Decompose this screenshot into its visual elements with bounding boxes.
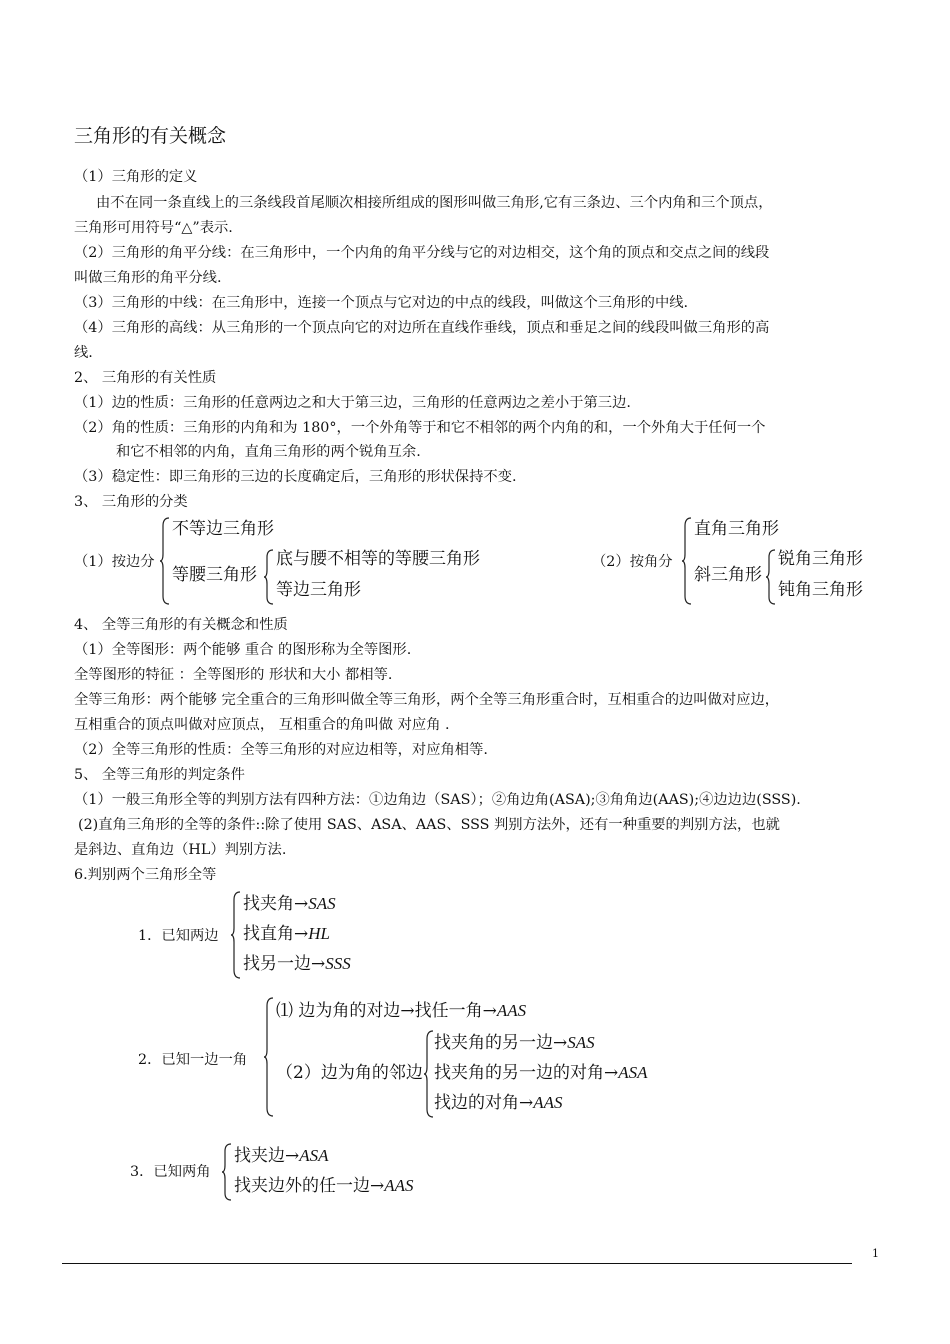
by-angle-brace <box>682 516 694 606</box>
right-triangle-label: 直角三角形 <box>694 519 779 539</box>
side-property-text: （1）边的性质：三角形的任意两边之和大于第三边，三角形的任意两边之差小于第三边. <box>74 395 631 411</box>
case1-row3: 找另一边→SSS <box>243 954 351 974</box>
case3-row2: 找夹边外的任一边→AAS <box>234 1176 414 1196</box>
angle-bisector-text-cont: 叫做三角形的角平分线. <box>74 270 222 286</box>
case3-label: 3．已知两角 <box>130 1164 211 1180</box>
equilateral-triangle-label: 等边三角形 <box>276 580 361 600</box>
case2-row1: ⑴ 边为角的对边→找任一角→AAS <box>276 1001 527 1021</box>
case3-brace <box>222 1142 234 1202</box>
footer-rule <box>62 1263 852 1264</box>
determine-heading: 6.判别两个三角形全等 <box>74 867 217 883</box>
angle-bisector-text: （2）三角形的角平分线：在三角形中，一个内角的角平分线与它的对边相交，这个角的顶点和交点之间的线段 <box>74 245 770 261</box>
right-triangle-criteria-text-cont: 是斜边、直角边（HL）判别方法. <box>74 842 287 858</box>
by-side-label: （1）按边分 <box>74 554 155 570</box>
classification-heading: 3、 三角形的分类 <box>74 494 188 510</box>
by-angle-label: （2）按角分 <box>592 554 673 570</box>
congruence-heading: 4、 全等三角形的有关概念和性质 <box>74 617 288 633</box>
median-text: （3）三角形的中线：在三角形中，连接一个顶点与它对边的中点的线段，叫做这个三角形的中线. <box>74 295 689 311</box>
case1-row2: 找直角→HL <box>243 924 330 944</box>
stability-text: （3）稳定性：即三角形的三边的长度确定后，三角形的形状保持不变. <box>74 469 517 485</box>
isosceles-triangle-label: 等腰三角形 <box>172 565 257 585</box>
general-criteria-text: （1）一般三角形全等的判别方法有四种方法：①边角边（SAS）；②角边角(ASA);③角角边(AAS);④边边边(SSS). <box>74 792 801 808</box>
oblique-brace <box>766 548 778 606</box>
case1-brace <box>231 890 243 980</box>
case2-brace <box>264 996 276 1118</box>
isosceles-brace <box>264 548 276 606</box>
case1-label: 1．已知两边 <box>138 928 219 944</box>
case2-sub-row2: 找夹角的另一边的对角→ASA <box>434 1063 648 1083</box>
scalene-triangle-label: 不等边三角形 <box>172 519 274 539</box>
altitude-text-cont: 线. <box>74 345 93 361</box>
obtuse-triangle-label: 钝角三角形 <box>778 580 863 600</box>
right-triangle-criteria-text: (2)直角三角形的全等的条件::除了使用 SAS、ASA、AAS、SSS 判别方法外，还有一种重要的判别方法，也就 <box>78 817 780 833</box>
congruent-triangle-text: 全等三角形：两个能够 完全重合的三角形叫做全等三角形，两个全等三角形重合时，互相重合的边叫做对应边， <box>74 692 780 708</box>
congruent-triangle-text-cont: 互相重合的顶点叫做对应顶点， 互相重合的角叫做 对应角 . <box>74 717 450 733</box>
case3-row1: 找夹边→ASA <box>234 1146 329 1166</box>
definition-text: 由不在同一条直线上的三条线段首尾顺次相接所组成的图形叫做三角形,它有三条边、三个内角和三个顶点， <box>96 195 773 211</box>
properties-heading: 2、 三角形的有关性质 <box>74 370 217 386</box>
case2-sub-row3: 找边的对角→AAS <box>434 1093 563 1113</box>
criteria-heading: 5、 全等三角形的判定条件 <box>74 767 245 783</box>
altitude-text: （4）三角形的高线：从三角形的一个顶点向它的对边所在直线作垂线，顶点和垂足之间的线段叫做三角形的高 <box>74 320 770 336</box>
case2-label: 2．已知一边一角 <box>138 1052 248 1068</box>
definition-text-cont: 三角形可用符号“△”表示. <box>74 220 233 236</box>
acute-triangle-label: 锐角三角形 <box>778 549 863 569</box>
isosceles-non-equilateral-label: 底与腰不相等的等腰三角形 <box>276 549 480 569</box>
case1-row1: 找夹角→SAS <box>243 894 336 914</box>
congruent-property-text: （2）全等三角形的性质：全等三角形的对应边相等，对应角相等. <box>74 742 488 758</box>
page-title: 三角形的有关概念 <box>74 125 227 147</box>
by-side-brace <box>160 516 172 606</box>
congruent-figure-text: （1）全等图形：两个能够 重合 的图形称为全等图形. <box>74 642 412 658</box>
case2-sub-row1: 找夹角的另一边→SAS <box>434 1033 595 1053</box>
definition-heading: （1）三角形的定义 <box>74 169 198 185</box>
page-number: 1 <box>872 1247 879 1260</box>
angle-property-text-cont: 和它不相邻的内角，直角三角形的两个锐角互余. <box>116 444 421 460</box>
case2-row2: （2）边为角的邻边 <box>276 1063 423 1083</box>
oblique-triangle-label: 斜三角形 <box>694 565 762 585</box>
congruent-feature-text: 全等图形的特征 ：全等图形的 形状和大小 都相等. <box>74 667 393 683</box>
angle-property-text: （2）角的性质：三角形的内角和为 180°，一个外角等于和它不相邻的两个内角的和，一个外角大于任何一个 <box>74 420 766 436</box>
